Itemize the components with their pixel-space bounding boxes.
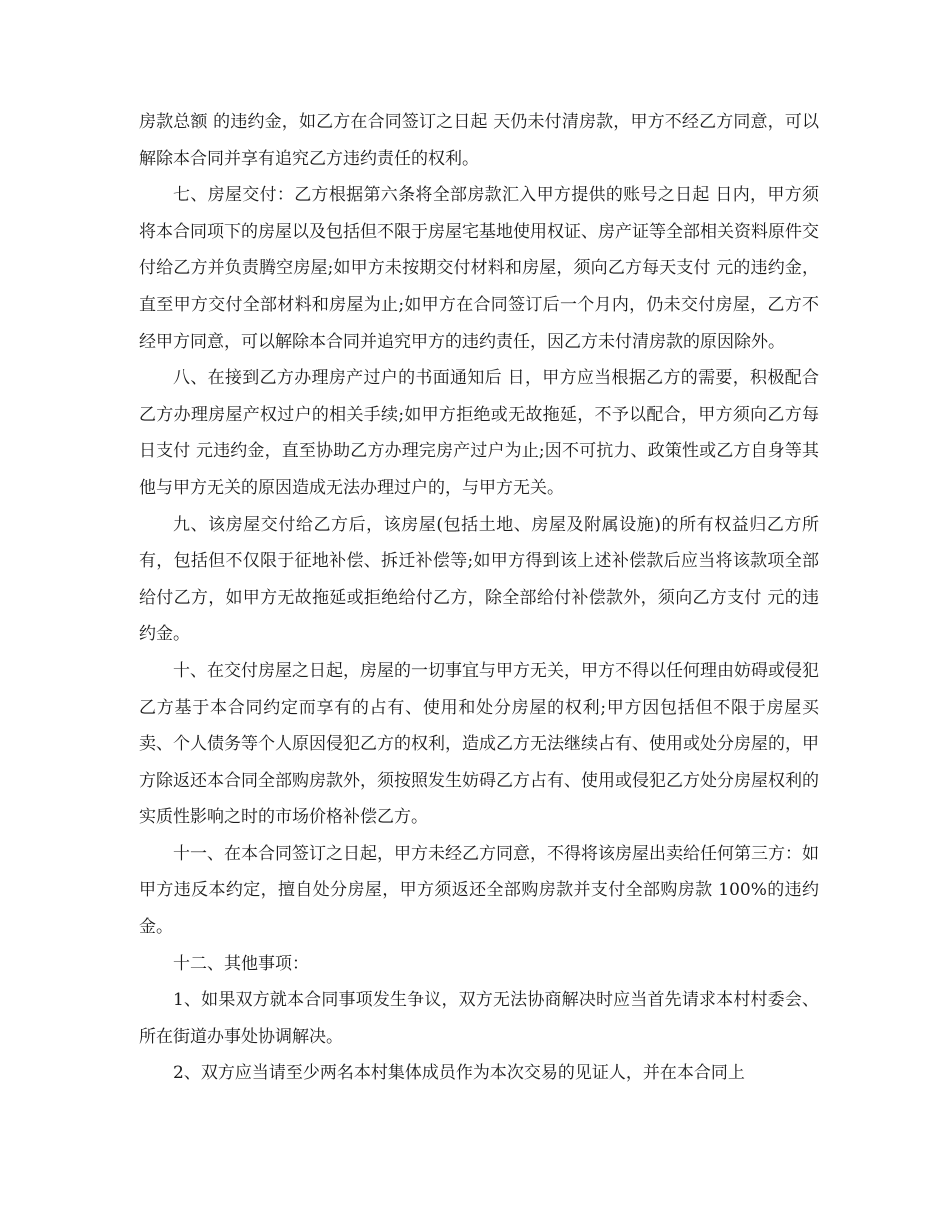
paragraph-clause-7: 七、房屋交付：乙方根据第六条将全部房款汇入甲方提供的账号之日起 日内，甲方须将本合同项下的房屋以及包括但不限于房屋宅基地使用权证、房产证等全部相关资料原件交付给乙方并负责腾空房屋;如甲方未按期交付材料和房屋，须向乙方每天支付 元的违约金，直至甲方交付全部材料和房屋为止;如甲方在合同签订后一个月内，仍未交付房屋，乙方不经甲方同意，可以解除本合同并追究甲方的违约责任，因乙方未付清房款的原因除外。 [139, 185, 819, 352]
paragraph-item-1: 1、如果双方就本合同事项发生争议，双方无法协商解决时应当首先请求本村村委会、所在街道办事处协调解决。 [139, 990, 819, 1047]
paragraph-clause-9: 九、该房屋交付给乙方后，该房屋(包括土地、房屋及附属设施)的所有权益归乙方所有，包括但不仅限于征地补偿、拆迁补偿等;如甲方得到该上述补偿款后应当将该款项全部给付乙方，如甲方无故拖延或拒绝给付乙方，除全部给付补偿款外，须向乙方支付 元的违约金。 [139, 514, 819, 645]
paragraph-item-2: 2、双方应当请至少两名本村集体成员作为本次交易的见证人，并在本合同上 [173, 1063, 745, 1084]
document-body [139, 104, 819, 1092]
paragraph-clause-11: 十一、在本合同签订之日起，甲方未经乙方同意，不得将该房屋出卖给任何第三方：如甲方违反本约定，擅自处分房屋，甲方须返还全部购房款并支付全部购房款 100%的违约金。 [139, 843, 819, 938]
paragraph-clause-8: 八、在接到乙方办理房产过户的书面通知后 日，甲方应当根据乙方的需要，积极配合乙方办理房屋产权过户的相关手续;如甲方拒绝或无故拖延，不予以配合，甲方须向乙方每日支付 元违约金，直至协助乙方办理完房产过户为止;因不可抗力、政策性或乙方自身等其他与甲方无关的原因造成无法办理过户的，与甲方无关。 [139, 368, 819, 498]
paragraph-clause-10: 十、在交付房屋之日起，房屋的一切事宜与甲方无关，甲方不得以任何理由妨碍或侵犯乙方基于本合同约定而享有的占有、使用和处分房屋的权利;甲方因包括但不限于房屋买卖、个人债务等个人原因侵犯乙方的权利，造成乙方无法继续占有、使用或处分房屋的，甲方除返还本合同全部购房款外，须按照发生妨碍乙方占有、使用或侵犯乙方处分房屋权利的实质性影响之时的市场价格补偿乙方。 [139, 660, 819, 828]
paragraph-clause-12-heading: 十二、其他事项： [173, 953, 309, 974]
paragraph-continuation: 房款总额 的违约金，如乙方在合同签订之日起 天仍未付清房款，甲方不经乙方同意，可以解除本合同并享有追究乙方违约责任的权利。 [139, 112, 819, 169]
